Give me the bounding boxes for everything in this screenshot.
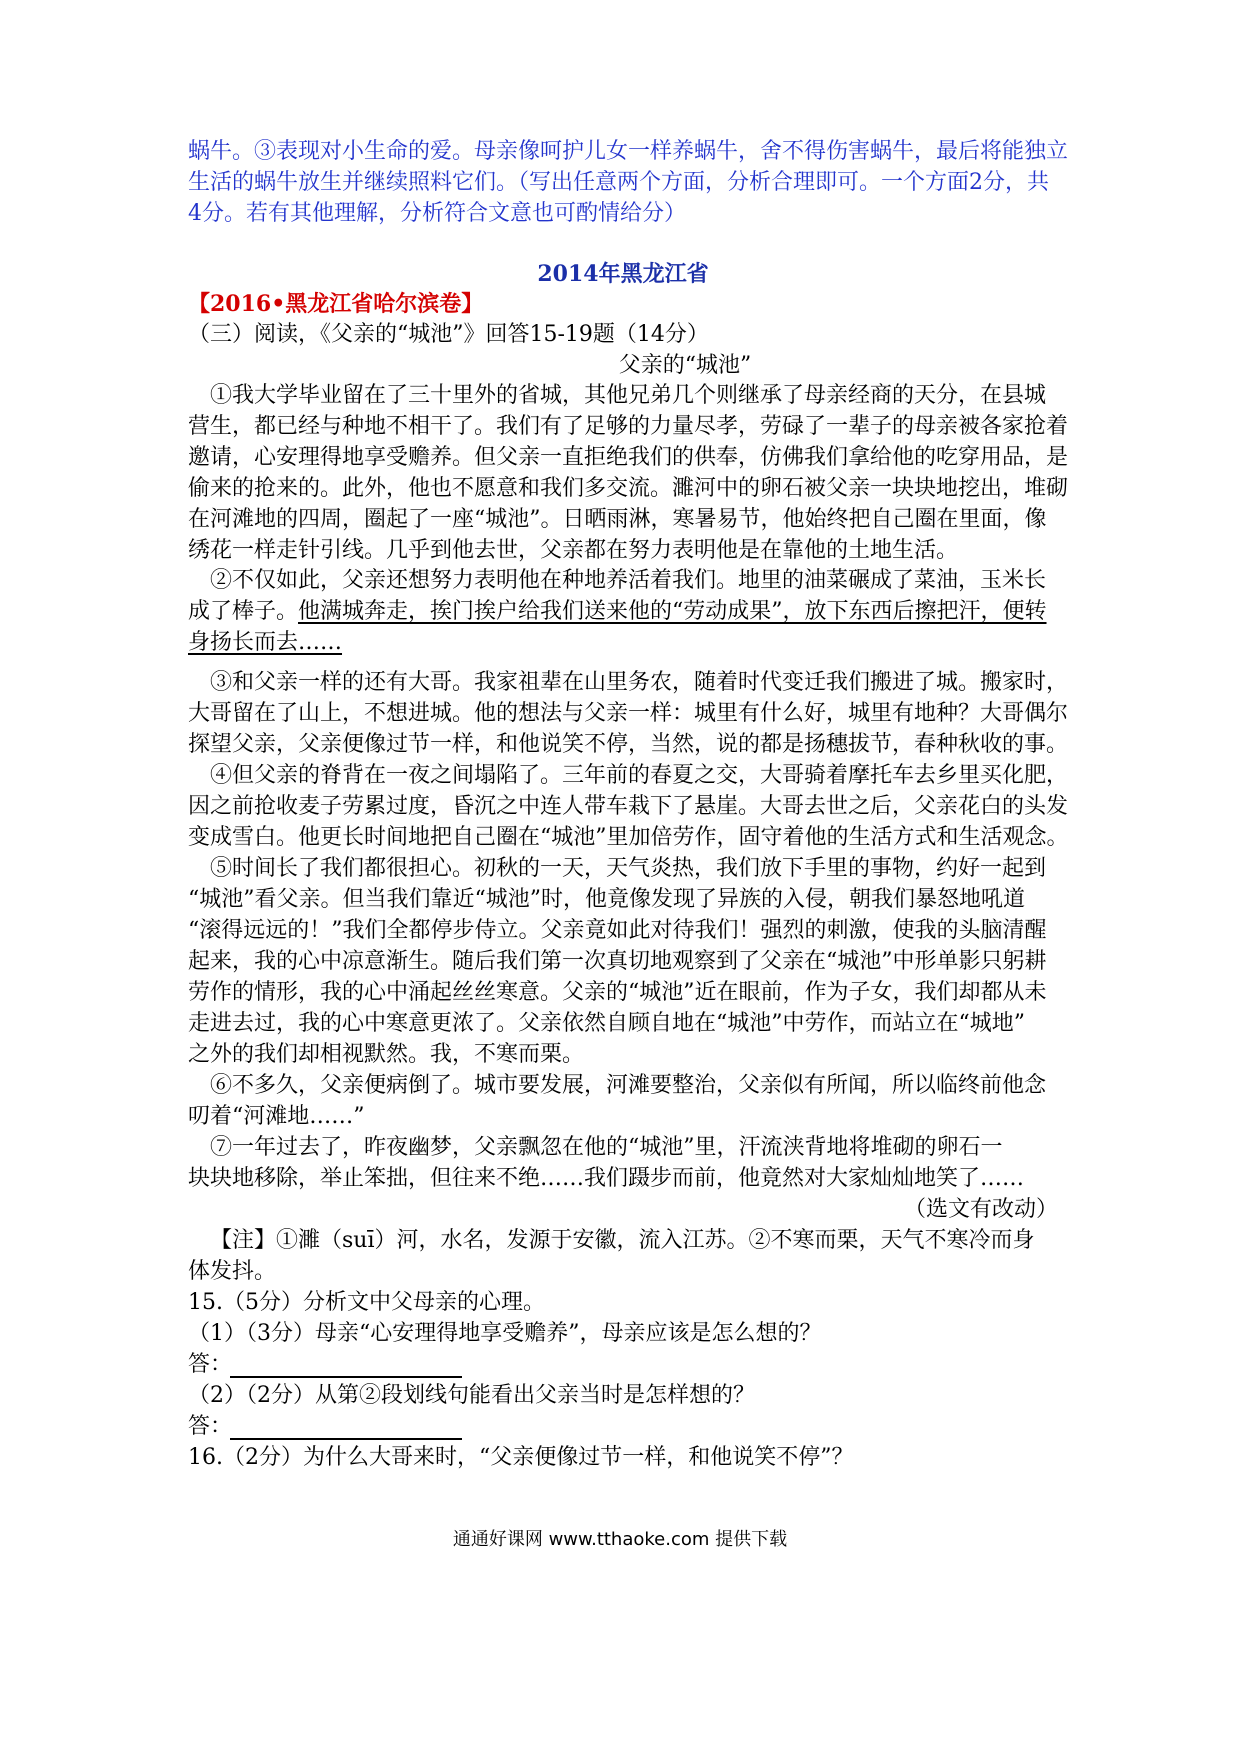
source-note: （选文有改动） [903, 1197, 1058, 1222]
p4-line-3: 变成雪白。他更长时间地把自己圈在“城池”里加倍劳作，固守着他的生活方式和生活观念。 [188, 825, 1069, 850]
answer-label-2: 答： [188, 1414, 233, 1439]
underlined-sentence-part-2: 身扬长而去…… [188, 630, 343, 655]
p7-line-1: ⑦一年过去了，昨夜幽梦，父亲飘忽在他的“城池”里，汗流浃背地将堆砌的卵石一 [210, 1135, 1003, 1160]
p6-line-1: ⑥不多久，父亲便病倒了。城市要发展，河滩要整治，父亲似有所闻，所以临终前他念 [210, 1073, 1047, 1098]
exam-source: 【2016•黑龙江省哈尔滨卷】 [188, 291, 484, 317]
p4-line-2: 因之前抢收麦子劳累过度，昏沉之中连人带车栽下了悬崖。大哥去世之后，父亲花白的头发 [188, 794, 1069, 819]
annotation-line-1: 【注】①濉（suī）河，水名，发源于安徽，流入江苏。②不寒而栗，天气不寒冷而身 [210, 1228, 1035, 1253]
answer-blank-2[interactable] [230, 1438, 462, 1440]
p5-line-7: 之外的我们却相视默然。我，不寒而栗。 [188, 1042, 585, 1067]
p2-line-1: ②不仅如此，父亲还想努力表明他在种地养活着我们。地里的油菜碾成了菜油，玉米长 [210, 568, 1047, 593]
section-title: 2014年黑龙江省 [537, 261, 709, 287]
p1-line-4: 偷来的抢来的。此外，他也不愿意和我们多交流。濉河中的卵石被父亲一块块地挖出，堆砌 [188, 476, 1069, 501]
answer-line-3: 4分。若有其他理解，分析符合文意也可酌情给分） [188, 201, 686, 226]
article-title: 父亲的“城池” [618, 353, 752, 378]
p5-line-4: 起来，我的心中凉意渐生。随后我们第一次真切地观察到了父亲在“城池”中形单影只躬耕 [188, 949, 1047, 974]
answer-line-2: 生活的蜗牛放生并继续照料它们。（写出任意两个方面，分析合理即可。一个方面2分，共 [188, 170, 1050, 195]
question-16: 16.（2分）为什么大哥来时，“父亲便像过节一样，和他说笑不停”？ [188, 1445, 854, 1470]
p1-line-6: 绣花一样走针引线。几乎到他去世，父亲都在努力表明他是在靠他的土地生活。 [188, 538, 959, 563]
p1-line-5: 在河滩地的四周，圈起了一座“城池”。日晒雨淋，寒暑易节，他始终把自己圈在里面，像 [188, 507, 1047, 532]
p1-line-2: 营生，都已经与种地不相干了。我们有了足够的力量尽孝，劳碌了一辈子的母亲被各家抢着 [188, 414, 1069, 439]
p7-line-2: 块块地移除，举止笨拙，但往来不绝……我们蹑步而前，他竟然对大家灿灿地笑了…… [188, 1166, 1025, 1191]
p5-line-3: “滚得远远的！”我们全都停步侍立。父亲竟如此对待我们！强烈的刺激，使我的头脑清醒 [188, 918, 1047, 943]
question-15-1: （1）（3分）母亲“心安理得地享受赡养”，母亲应该是怎么想的？ [188, 1321, 822, 1346]
p3-line-2: 大哥留在了山上，不想进城。他的想法与父亲一样：城里有什么好，城里有地种？大哥偶尔 [188, 701, 1069, 726]
answer-label-1: 答： [188, 1352, 233, 1377]
p5-line-6: 走进去过，我的心中寒意更浓了。父亲依然自顾自地在“城池”中劳作，而站立在“城地” [188, 1011, 1025, 1036]
p6-line-2: 叨着“河滩地……” [188, 1104, 365, 1129]
question-15-2: （2）（2分）从第②段划线句能看出父亲当时是怎样想的？ [188, 1383, 755, 1408]
p1-line-1: ①我大学毕业留在了三十里外的省城，其他兄弟几个则继承了母亲经商的天分，在县城 [210, 383, 1047, 408]
answer-blank-1[interactable] [230, 1376, 462, 1378]
p1-line-3: 邀请，心安理得地享受赡养。但父亲一直拒绝我们的供奉，仿佛我们拿给他的吃穿用品，是 [188, 445, 1069, 470]
p4-line-1: ④但父亲的脊背在一夜之间塌陷了。三年前的春夏之交，大哥骑着摩托车去乡里买化肥， [210, 763, 1069, 788]
p2-line-2 [188, 597, 1058, 627]
answer-line-1: 蜗牛。③表现对小生命的爱。母亲像呵护儿女一样养蜗牛，舍不得伤害蜗牛，最后将能独立 [188, 139, 1069, 164]
underlined-sentence-part-1: 他满城奔走，挨门挨户给我们送来他的“劳动成果”，放下东西后擦把汗，便转 [298, 599, 1047, 624]
p3-line-1: ③和父亲一样的还有大哥。我家祖辈在山里务农，随着时代变迁我们搬进了城。搬家时， [210, 670, 1069, 695]
p3-line-3: 探望父亲，父亲便像过节一样，和他说笑不停，当然，说的都是扬穗拔节，春种秋收的事。 [188, 732, 1069, 757]
p5-line-2: “城池”看父亲。但当我们靠近“城池”时，他竟像发现了异族的入侵，朝我们暴怒地吼道 [188, 887, 1025, 912]
p5-line-5: 劳作的情形，我的心中涌起丝丝寒意。父亲的“城池”近在眼前，作为子女，我们却都从未 [188, 980, 1047, 1005]
p5-line-1: ⑤时间长了我们都很担心。初秋的一天，天气炎热，我们放下手里的事物，约好一起到 [210, 856, 1047, 881]
p2-line-3 [188, 628, 1058, 658]
p2-line-2-plain: 成了棒子。 [188, 599, 299, 624]
question-intro: （三）阅读，《父亲的“城池”》回答15-19题（14分） [188, 322, 709, 347]
page-footer: 通通好课网 www.tthaoke.com 提供下载 [452, 1529, 788, 1550]
question-15: 15.（5分）分析文中父母亲的心理。 [188, 1290, 545, 1315]
annotation-line-2: 体发抖。 [188, 1259, 277, 1284]
